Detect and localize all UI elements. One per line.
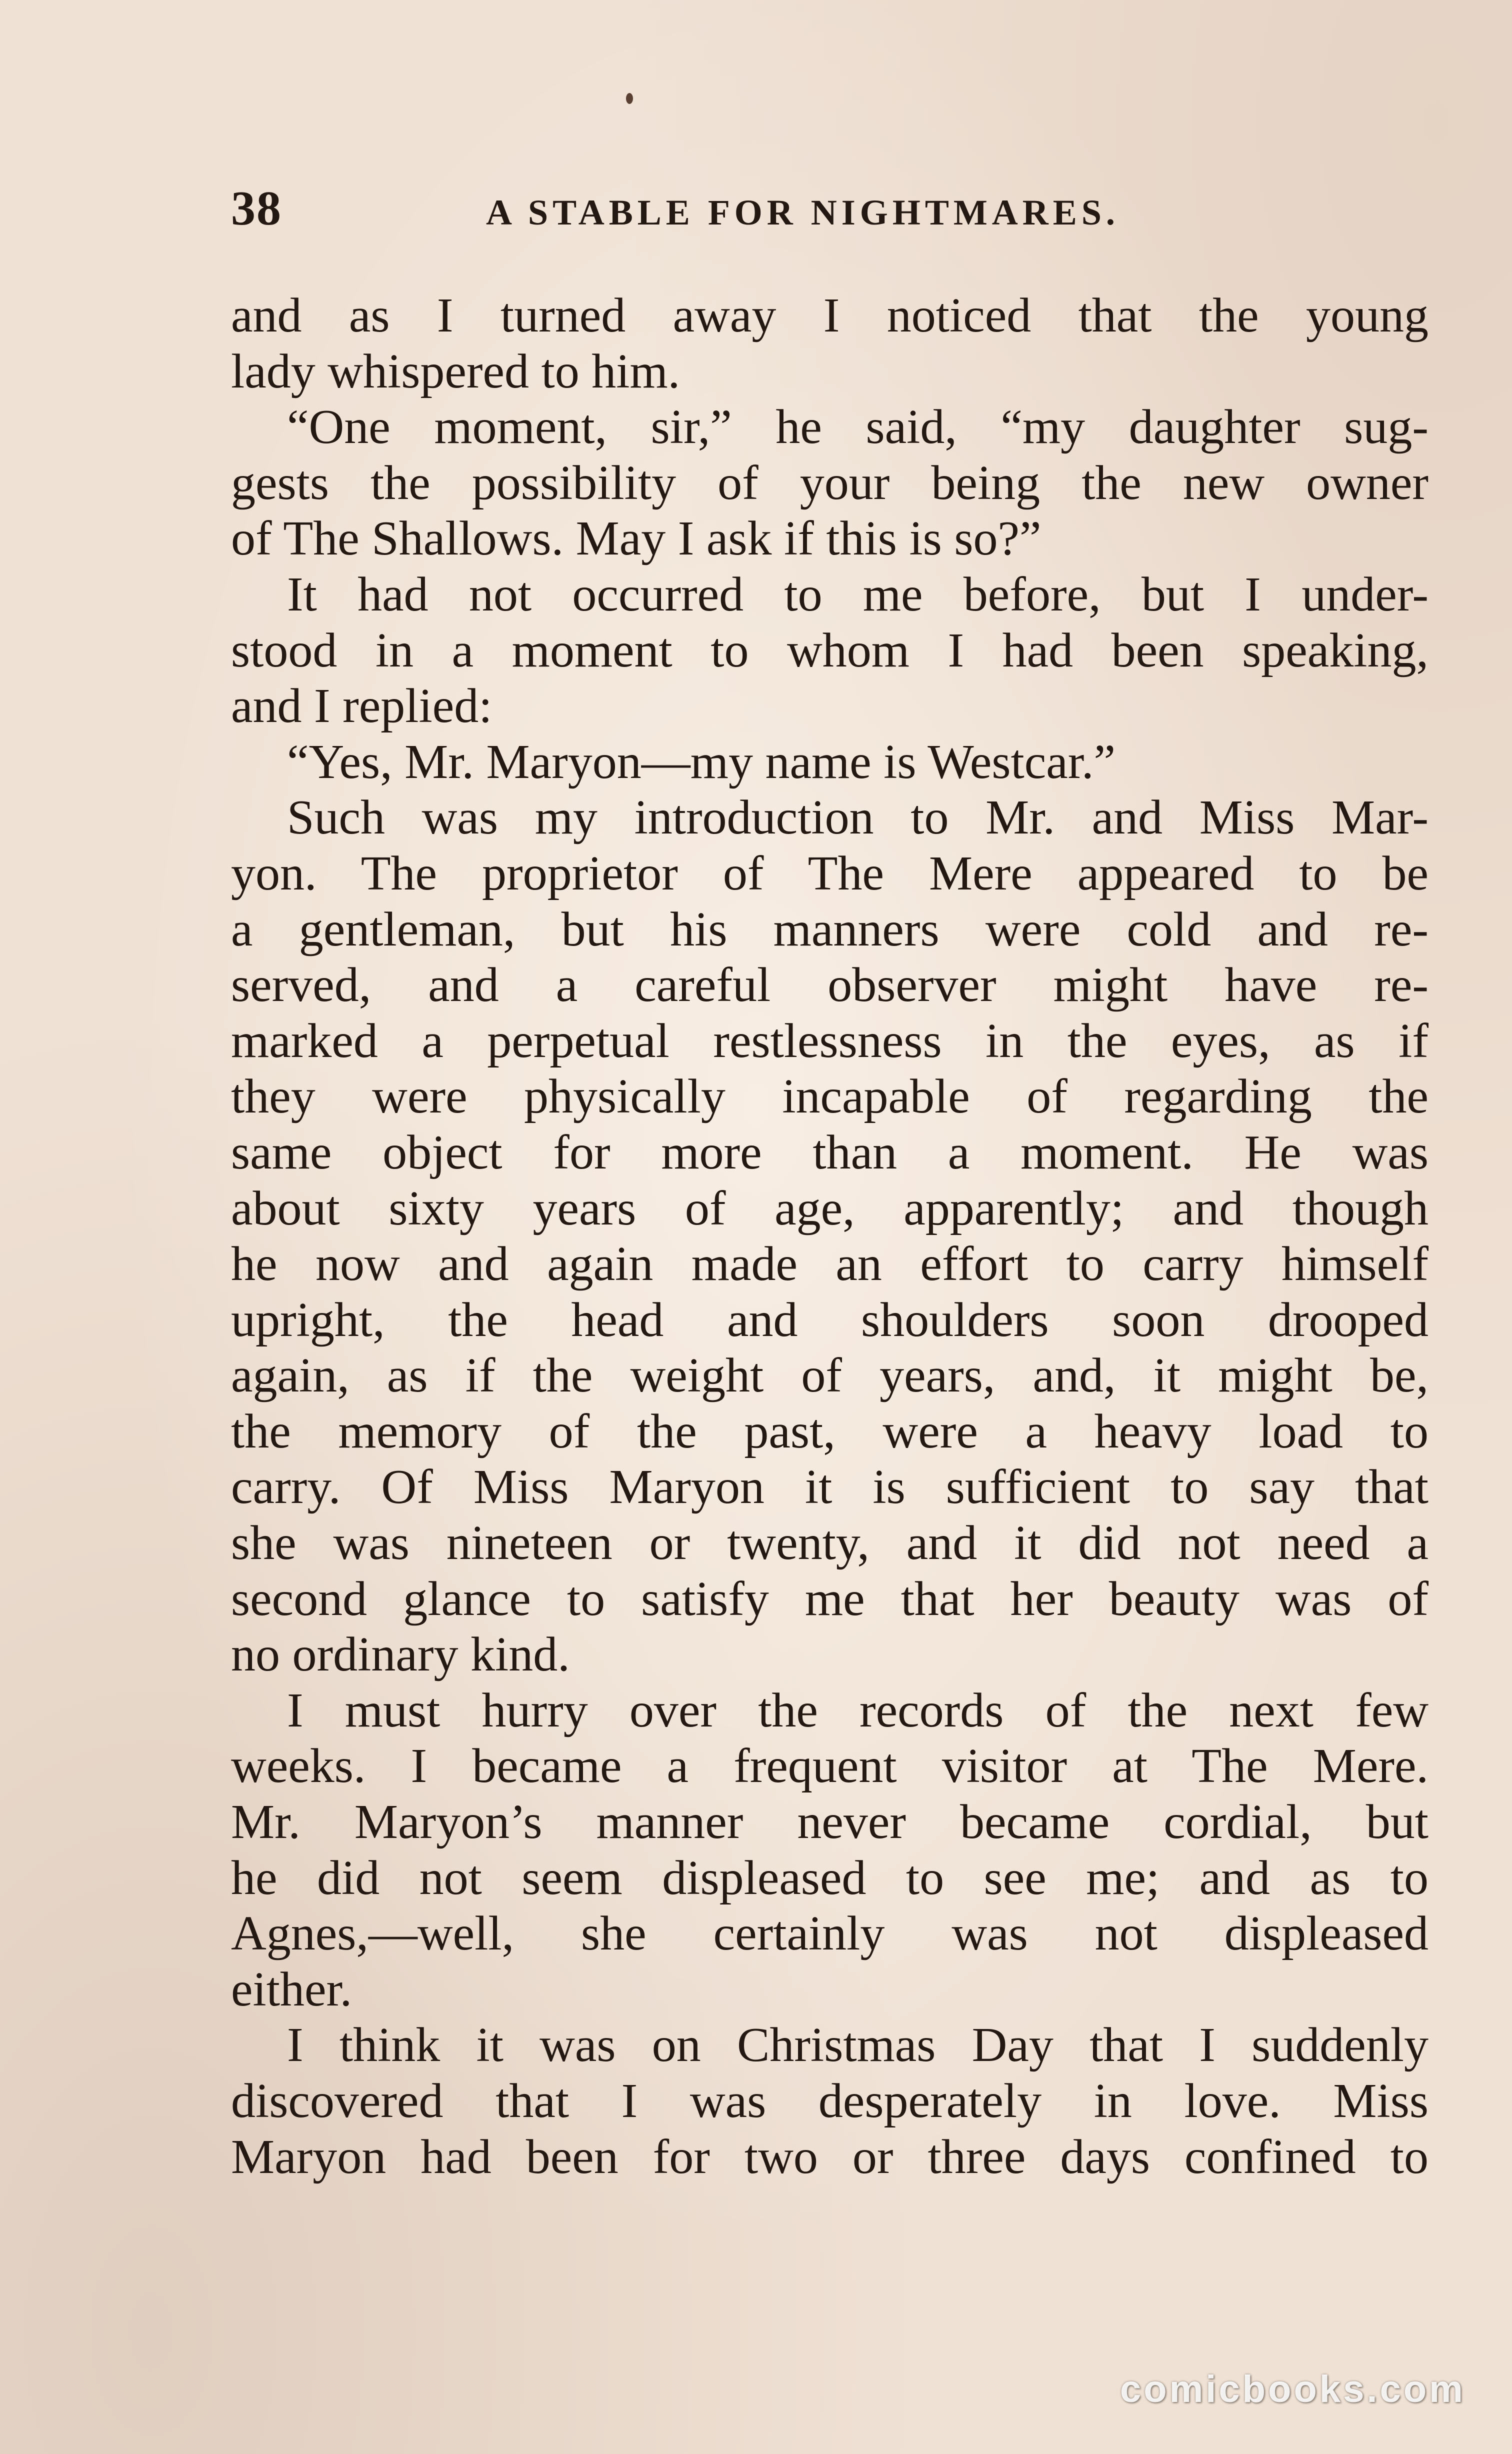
text-line: Mr. Maryon’s manner never became cordial, but [231, 1795, 1428, 1850]
text-line: Maryon had been for two or three days confined to [231, 2130, 1428, 2184]
text-line: “One moment, sir,” he said, “my daughter sug- [287, 400, 1428, 454]
text-line: weeks. I became a frequent visitor at The Mere. [231, 1739, 1428, 1794]
text-line: of The Shallows. May I ask if this is so?” [231, 512, 1042, 566]
text-line: and I replied: [231, 679, 492, 734]
page-number: 38 [231, 182, 282, 236]
text-line: Such was my introduction to Mr. and Miss Mar- [287, 790, 1428, 845]
text-line: discovered that I was desperately in love. Miss [231, 2074, 1428, 2128]
text-line: It had not occurred to me before, but I under- [287, 567, 1428, 622]
text-line: served, and a careful observer might have re- [231, 958, 1428, 1012]
text-line: Agnes,—well, she certainly was not displeased [231, 1906, 1428, 1961]
text-line: yon. The proprietor of The Mere appeared to be [231, 846, 1428, 900]
text-line: carry. Of Miss Maryon it is sufficient to say that [231, 1460, 1428, 1514]
text-line: about sixty years of age, apparently; and though [231, 1181, 1428, 1236]
text-line: she was nineteen or twenty, and it did not need a [231, 1516, 1428, 1570]
running-title: A STABLE FOR NIGHTMARES. [486, 192, 1120, 232]
text-line: “Yes, Mr. Maryon—my name is Westcar.” [287, 734, 1116, 789]
text-line: I think it was on Christmas Day that I suddenly [287, 2018, 1428, 2072]
text-line: stood in a moment to whom I had been speaking, [231, 623, 1428, 678]
site-watermark: comicbooks.com [1120, 2368, 1466, 2410]
ink-speck [626, 93, 633, 104]
text-line: and as I turned away I noticed that the young [231, 288, 1428, 342]
text-line: second glance to satisfy me that her beauty was of [231, 1572, 1428, 1626]
text-line: no ordinary kind. [231, 1628, 570, 1682]
text-line: a gentleman, but his manners were cold and re- [231, 902, 1428, 956]
text-line: marked a perpetual restlessness in the eyes, as if [231, 1014, 1428, 1068]
text-line: they were physically incapable of regarding the [231, 1070, 1428, 1124]
text-line: either. [231, 1962, 352, 2016]
text-line: the memory of the past, were a heavy load to [231, 1404, 1428, 1458]
text-line: upright, the head and shoulders soon drooped [231, 1292, 1428, 1347]
text-line: he did not seem displeased to see me; and as to [231, 1850, 1428, 1905]
body-text [231, 288, 1428, 2185]
page-header [231, 176, 1431, 241]
text-line: he now and again made an effort to carry himself [231, 1237, 1428, 1292]
text-line: again, as if the weight of years, and, it might be, [231, 1348, 1428, 1403]
text-line: I must hurry over the records of the next few [287, 1683, 1428, 1738]
text-line: same object for more than a moment. He was [231, 1125, 1428, 1180]
text-line: gests the possibility of your being the new owner [231, 456, 1428, 510]
text-line: lady whispered to him. [231, 344, 680, 398]
